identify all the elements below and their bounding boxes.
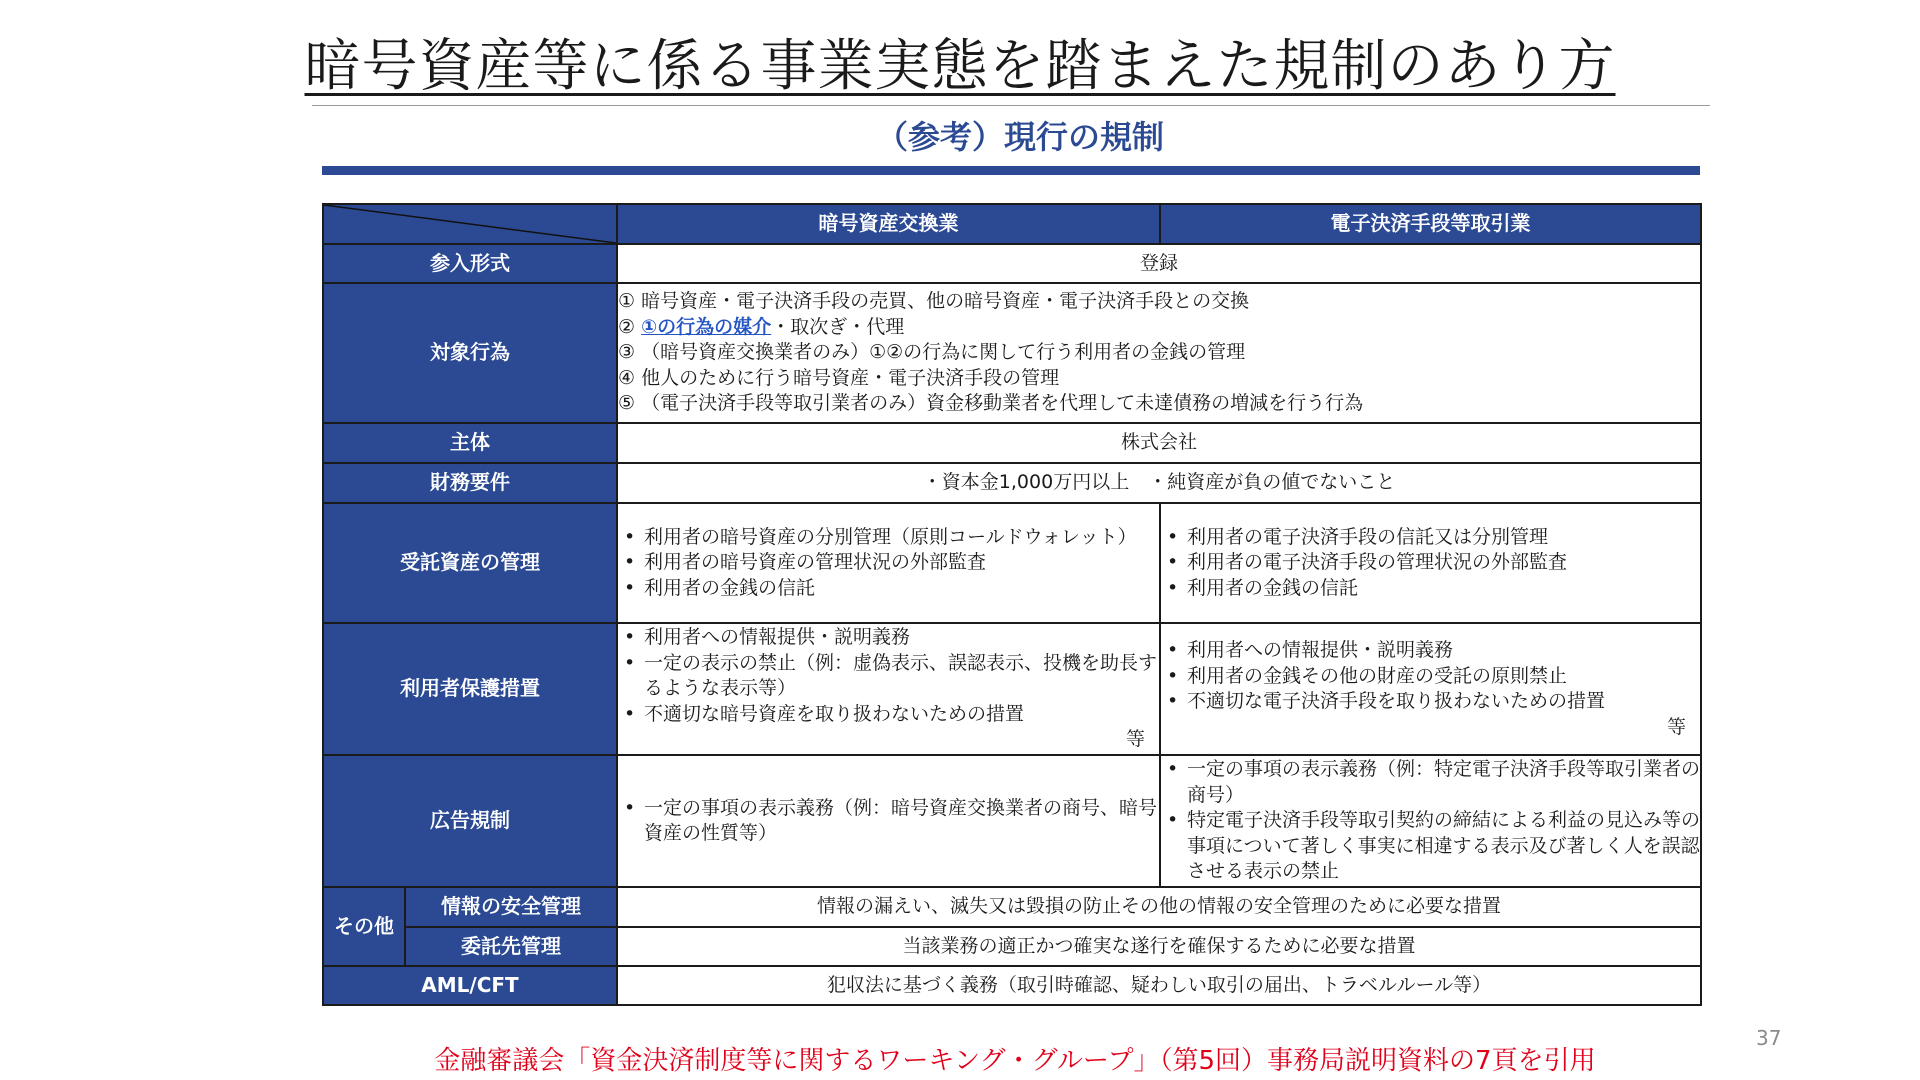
acts-cell (617, 283, 1701, 423)
col-header-e-payment: 電子決済手段等取引業 (1160, 204, 1701, 244)
protection-right-etc: 等 (1666, 715, 1686, 738)
acts-item-2-prefix: ② (618, 315, 636, 338)
protection-left-etc: 等 (1125, 728, 1145, 751)
protection-right (1160, 623, 1701, 755)
acts-item-2-rest: ・取次ぎ・代理 (771, 315, 905, 338)
list-item: • 特定電子決済手段等取引契約の締結による利益の見込み等の事項について著しく事実に相違する表示及び著しく人を誤認させる表示の禁止 (1161, 808, 1700, 885)
row-acts (323, 283, 1701, 423)
list-item: • 利用者の金銭の信託 (618, 576, 1159, 602)
row-protection (323, 623, 1701, 755)
list-item: • 利用者の電子決済手段の信託又は分別管理 (1161, 525, 1700, 551)
row-label-security: 情報の安全管理 (405, 887, 617, 927)
list-item: • 一定の表示の禁止（例：虚偽表示、誤認表示、投機を助長するような表示等） (618, 651, 1159, 702)
row-security (323, 887, 1701, 927)
list-item: • 利用者への情報提供・説明義務 (618, 625, 1159, 651)
acts-item-5: ⑤ （電子決済手段等取引業者のみ）資金移動業者を代理して未達債務の増減を行う行為 (618, 392, 1364, 415)
list-item: • 利用者の暗号資産の管理状況の外部監査 (618, 550, 1159, 576)
entity-value: 株式会社 (617, 423, 1701, 463)
row-entry (323, 244, 1701, 283)
row-label-outsourcing: 委託先管理 (405, 927, 617, 966)
row-label-financial: 財務要件 (323, 463, 617, 503)
slide-title: 暗号資産等に係る事業実態を踏まえた規制のあり方 (304, 34, 1616, 99)
row-label-advertising: 広告規制 (323, 755, 617, 887)
advertising-left (617, 755, 1160, 887)
col-header-crypto-exchange: 暗号資産交換業 (617, 204, 1160, 244)
protection-left (617, 623, 1160, 755)
custody-right (1160, 503, 1701, 623)
row-outsourcing (323, 927, 1701, 966)
list-item: • 一定の事項の表示義務（例：特定電子決済手段等取引業者の商号） (1161, 757, 1700, 808)
row-label-protection: 利用者保護措置 (323, 623, 617, 755)
regulation-table (322, 203, 1702, 1006)
title-divider (312, 105, 1710, 106)
aml-value: 犯収法に基づく義務（取引時確認、疑わしい取引の届出、トラベルルール等） (617, 966, 1701, 1005)
row-label-acts: 対象行為 (323, 283, 617, 423)
list-item: • 不適切な暗号資産を取り扱わないための措置 (618, 702, 1159, 728)
list-item: • 利用者の電子決済手段の管理状況の外部監査 (1161, 550, 1700, 576)
row-label-aml: AML/CFT (323, 966, 617, 1005)
list-item: • 利用者の金銭の信託 (1161, 576, 1700, 602)
subtitle-bar (322, 166, 1700, 175)
list-item: • 利用者の暗号資産の分別管理（原則コールドウォレット） (618, 525, 1159, 551)
header-row (323, 204, 1701, 244)
list-item: • 一定の事項の表示義務（例：暗号資産交換業者の商号、暗号資産の性質等） (618, 796, 1159, 847)
custody-left (617, 503, 1160, 623)
row-aml (323, 966, 1701, 1005)
row-label-entity: 主体 (323, 423, 617, 463)
corner-cell (323, 204, 617, 244)
acts-list (618, 289, 1700, 417)
acts-item-3: ③ （暗号資産交換業者のみ）①②の行為に関して行う利用者の金銭の管理 (618, 341, 1246, 364)
row-custody (323, 503, 1701, 623)
acts-item-2 (618, 315, 1700, 341)
financial-value: ・資本金1,000万円以上 ・純資産が負の値でないこと (617, 463, 1701, 503)
acts-item-4: ④ 他人のために行う暗号資産・電子決済手段の管理 (618, 366, 1060, 389)
row-financial (323, 463, 1701, 503)
list-item: • 不適切な電子決済手段を取り扱わないための措置 (1161, 689, 1700, 715)
advertising-right (1160, 755, 1701, 887)
row-label-other: その他 (323, 887, 405, 966)
acts-item-1: ① 暗号資産・電子決済手段の売買、他の暗号資産・電子決済手段との交換 (618, 290, 1250, 313)
row-advertising (323, 755, 1701, 887)
entry-value: 登録 (617, 244, 1701, 283)
outsourcing-value: 当該業務の適正かつ確実な遂行を確保するために必要な措置 (617, 927, 1701, 966)
row-label-custody: 受託資産の管理 (323, 503, 617, 623)
row-label-entry: 参入形式 (323, 244, 617, 283)
page-number: 37 (1756, 1026, 1782, 1050)
mediation-link[interactable]: ①の行為の媒介 (641, 315, 772, 338)
slide-subtitle: （参考）現行の規制 (875, 118, 1164, 156)
security-value: 情報の漏えい、滅失又は毀損の防止その他の情報の安全管理のために必要な措置 (617, 887, 1701, 927)
list-item: • 利用者への情報提供・説明義務 (1161, 638, 1700, 664)
list-item: • 利用者の金銭その他の財産の受託の原則禁止 (1161, 664, 1700, 690)
row-entity (323, 423, 1701, 463)
source-footer: 金融審議会「資金決済制度等に関するワーキング・グループ」（第5回）事務局説明資料の7頁を引用 (434, 1046, 1596, 1076)
